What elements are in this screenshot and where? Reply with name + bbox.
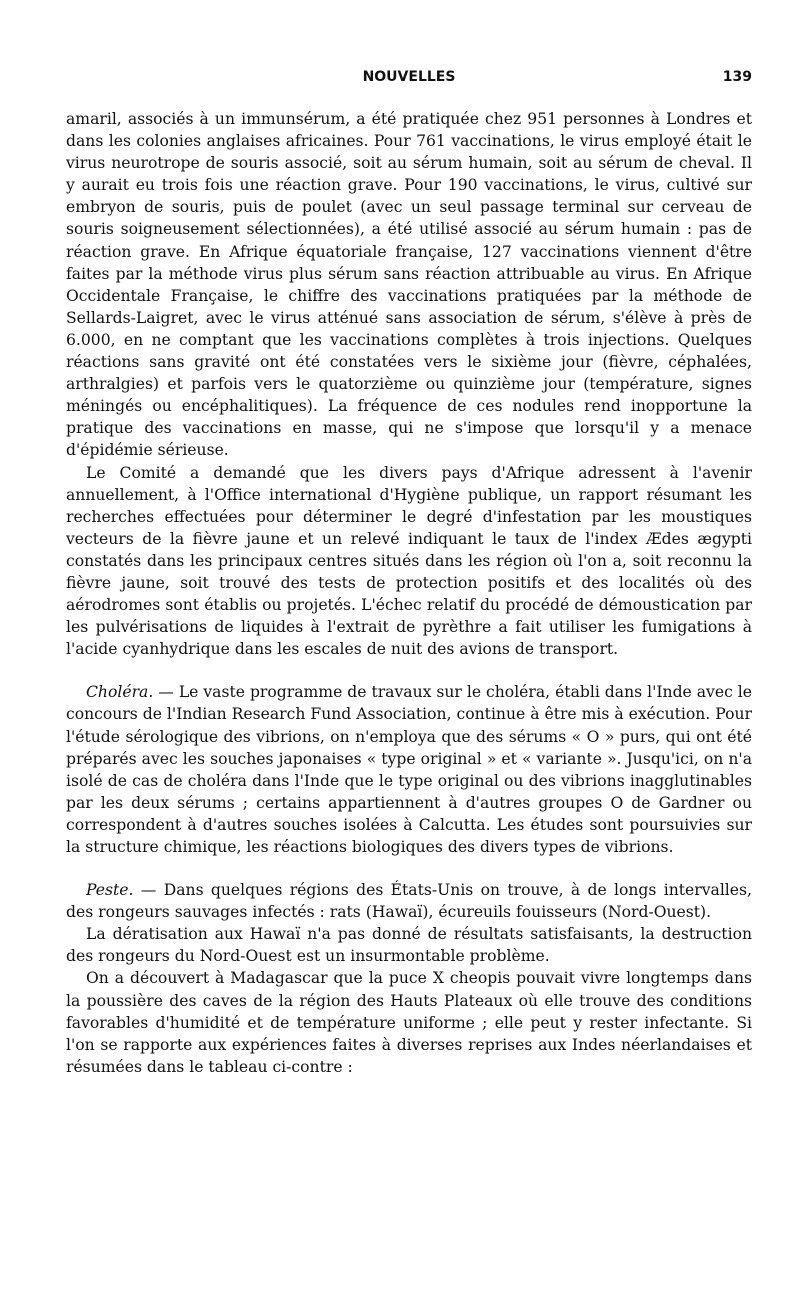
plague-text: — Dans quelques régions des États-Unis on trouve, à de longs intervalles, des rongeurs sauvages infectés : rats (Hawaï), écureuils fouisseurs (Nord-Ouest). <box>66 881 752 922</box>
page-header <box>66 62 752 88</box>
cholera-heading: Choléra. <box>86 683 154 702</box>
paragraph-cholera <box>66 681 752 858</box>
section-spacer <box>66 858 752 879</box>
document-page <box>66 62 752 1078</box>
paragraph-committee-request: Le Comité a demandé que les divers pays d'Afrique adressent à l'avenir annuellement, à l'Office international d'Hygiène publique, un rapport résumant les recherches effectuées pour déterminer le degré d'infestation par les moustiques vecteurs de la fièvre jaune et un relevé indiquant le taux de l'index Ædes ægypti constatés dans les principaux centres situés dans les région où l'on a, soit reconnu la fièvre jaune, soit trouvé des tests de protection positifs et des localités où des aérodromes sont établis ou projetés. L'échec relatif du procédé de démoustication par les pulvérisations de liquides à l'extrait de pyrèthre a fait utiliser les fumigations à l'acide cyanhydrique dans les escales de nuit des avions de transport. <box>66 463 752 659</box>
paragraph-rat-control: La dératisation aux Hawaï n'a pas donné de résultats satisfaisants, la destruction des rongeurs du Nord-Ouest est un insurmontable problème. <box>66 925 752 966</box>
running-title: NOUVELLES <box>362 69 456 85</box>
paragraph-madagascar-flea: On a découvert à Madagascar que la puce X cheopis pouvait vivre longtemps dans la poussière des caves de la région des Hauts Plateaux où elle trouve des conditions favorables d'humidité et de température uniforme ; elle peut y rester infectante. Si l'on se rapporte aux expériences faites à diverses reprises aux Indes néerlandaises et résumées dans le tableau ci-contre : <box>66 969 752 1076</box>
cholera-text: — Le vaste programme de travaux sur le choléra, établi dans l'Inde avec le concours de l'Indian Research Fund Association, continue à être mis à exécution. Pour l'étude sérologique des vibrions, on n'employa que des sérums « O » purs, qui ont été préparés avec les souches japonaises « type original » et « variante ». Jusqu'ici, on n'a isolé de cas de choléra dans l'Inde que le type original ou des vibrions inagglutinables par les deux sérums ; certains appartiennent à d'autres groupes O de Gardner ou correspondent à d'autres souches isolées à Calcutta. Les études sont poursuivies sur la structure chimique, les réactions biologiques des divers types de vibrions. <box>66 683 752 856</box>
paragraph-plague <box>66 879 752 923</box>
plague-heading: Peste. <box>86 881 134 900</box>
page-number: 139 <box>722 69 752 85</box>
paragraph-yellow-fever-vaccination: amaril, associés à un immunsérum, a été pratiquée chez 951 personnes à Londres et dans les colonies anglaises africaines. Pour 761 vaccinations, le virus employé était le virus neurotrope de souris associé, soit au sérum humain, soit au sérum de cheval. Il y aurait eu trois fois une réaction grave. Pour 190 vaccinations, le virus, cultivé sur embryon de souris, puis de poulet (avec un seul passage terminal sur cerveau de souris soigneusement sélectionnées), a été utilisé associé au sérum humain : pas de réaction grave. En Afrique équatoriale française, 127 vaccinations viennent d'être faites par la méthode virus plus sérum sans réaction attribuable au virus. En Afrique Occidentale Française, le chiffre des vaccinations pratiquées par la méthode de Sellards-Laigret, avec le virus atténué sans association de sérum, s'élève à près de 6.000, en ne comptant que les vaccinations complètes à trois injections. Quelques réactions sans gravité ont été constatées vers le sixième jour (fièvre, céphalées, arthralgies) et parfois vers le quatorzième ou quinzième jour (température, signes méningés ou encéphalitiques). La fréquence de ces nodules rend inopportune la pratique des vaccinations en masse, qui ne s'impose que lorsqu'il y a menace d'épidémie sérieuse. <box>66 110 752 460</box>
section-spacer <box>66 660 752 681</box>
